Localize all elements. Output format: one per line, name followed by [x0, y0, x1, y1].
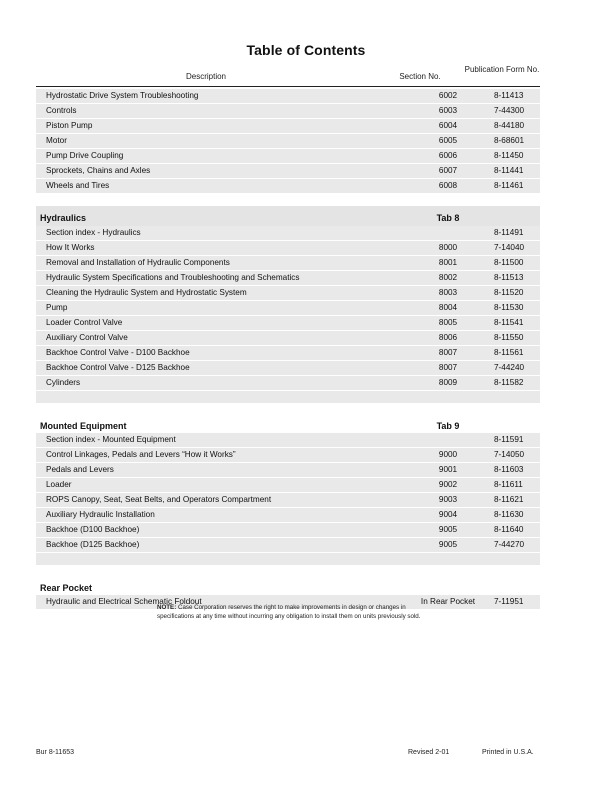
table-row [36, 448, 540, 463]
row-description: Section index - Mounted Equipment [46, 435, 176, 444]
row-publication-number: 8-11500 [494, 258, 524, 267]
row-publication-number: 7-14040 [494, 243, 525, 252]
table-row [36, 433, 540, 448]
table-row [36, 316, 540, 331]
table-row [36, 346, 540, 361]
table-row [36, 149, 540, 164]
row-description: Sprockets, Chains and Axles [46, 166, 151, 175]
row-publication-number: 8-11461 [494, 181, 524, 190]
spacer [36, 553, 540, 565]
footer-printed: Printed in U.S.A. [482, 749, 534, 756]
hydraulics-heading-row [36, 206, 540, 226]
mounted-heading: Mounted Equipment [40, 421, 127, 431]
table-row [36, 478, 540, 493]
row-publication-number: 8-11550 [494, 333, 524, 342]
column-header-publication: Publication Form No. [464, 65, 540, 74]
page-title: Table of Contents [246, 42, 366, 58]
row-publication-number: 8-11561 [494, 348, 524, 357]
table-row [36, 493, 540, 508]
table-row [36, 179, 540, 194]
row-section-number: 6002 [438, 91, 458, 100]
table-row [36, 271, 540, 286]
row-description: Loader [46, 480, 72, 489]
table-row [36, 256, 540, 271]
row-section-number: 8003 [438, 288, 458, 297]
row-description: Pump [46, 303, 68, 312]
row-publication-number: 8-11491 [494, 228, 524, 237]
row-description: Backhoe (D125 Backhoe) [46, 540, 140, 549]
hydraulics-heading: Hydraulics [40, 213, 87, 223]
row-publication-number: 8-11603 [494, 465, 524, 474]
row-description: How It Works [46, 243, 95, 252]
row-section-number: 8002 [438, 273, 458, 282]
table-row [36, 523, 540, 538]
row-publication-number: 8-11582 [494, 378, 524, 387]
row-description: Wheels and Tires [46, 181, 110, 190]
contents-table [36, 89, 540, 610]
footer-revised: Revised 2-01 [408, 749, 450, 756]
header-rule [36, 86, 540, 87]
row-section-number: 6008 [438, 181, 458, 190]
table-row [36, 508, 540, 523]
table-row [36, 286, 540, 301]
row-publication-number: 8-11591 [494, 435, 524, 444]
top-rows-group [36, 89, 540, 194]
note-label: NOTE: [157, 604, 177, 611]
table-row [36, 226, 540, 241]
row-section-number: 8006 [438, 333, 458, 342]
row-description: Control Linkages, Pedals and Levers “How it Works” [46, 450, 236, 459]
row-publication-number: 8-11530 [494, 303, 524, 312]
row-section-number: 6006 [438, 151, 458, 160]
row-description: Backhoe Control Valve - D125 Backhoe [46, 363, 190, 372]
note-block [157, 603, 437, 621]
row-description: Cylinders [46, 378, 81, 387]
row-publication-number: 7-44300 [494, 106, 525, 115]
note-text: Case Corporation reserves the right to make improvements in design or changes in specifications at any time without incurring any obligation to install them on units previously sold. [157, 604, 421, 620]
mounted-rows-group [36, 433, 540, 553]
row-section-number: 9004 [438, 510, 458, 519]
row-section-number: 9002 [438, 480, 458, 489]
row-publication-number: 8-11611 [494, 480, 523, 489]
table-row [36, 361, 540, 376]
table-row [36, 164, 540, 179]
row-description: Auxiliary Control Valve [46, 333, 128, 342]
row-section-number: 6004 [438, 121, 458, 130]
mounted-heading-row [36, 415, 540, 433]
row-description: Hydraulic and Electrical Schematic Foldout [46, 597, 202, 606]
table-row [36, 104, 540, 119]
row-section-number: 9005 [438, 525, 458, 534]
row-publication-number: 7-11951 [494, 597, 524, 606]
table-row [36, 134, 540, 149]
row-publication-number: 8-11413 [494, 91, 524, 100]
column-header-description: Description [185, 72, 226, 81]
row-publication-number: 8-11520 [494, 288, 524, 297]
table-row [36, 301, 540, 316]
row-description: Auxiliary Hydraulic Installation [46, 510, 155, 519]
table-row [36, 89, 540, 104]
table-row [36, 463, 540, 478]
row-publication-number: 7-44240 [494, 363, 525, 372]
mounted-tab: Tab 9 [436, 421, 460, 431]
row-description: Backhoe Control Valve - D100 Backhoe [46, 348, 190, 357]
spacer [36, 391, 540, 403]
table-row [36, 119, 540, 134]
row-publication-number: 7-44270 [494, 540, 525, 549]
spacer [36, 194, 540, 206]
row-section-number: 6005 [438, 136, 458, 145]
row-description: Controls [46, 106, 77, 115]
row-description: Hydrostatic Drive System Troubleshooting [46, 91, 199, 100]
row-description: Backhoe (D100 Backhoe) [46, 525, 140, 534]
spacer [36, 403, 540, 415]
row-publication-number: 8-11630 [494, 510, 524, 519]
row-section-number: 6007 [438, 166, 458, 175]
row-description: Pump Drive Coupling [46, 151, 124, 160]
table-row [36, 241, 540, 256]
row-description: Hydraulic System Specifications and Troubleshooting and Schematics [46, 273, 300, 282]
row-description: Loader Control Valve [46, 318, 123, 327]
spacer [36, 565, 540, 577]
row-section-number: 8000 [438, 243, 458, 252]
row-section-number: 8007 [438, 363, 458, 372]
row-section-number: 8007 [438, 348, 458, 357]
rear-heading: Rear Pocket [40, 583, 93, 593]
row-publication-number: 8-11621 [494, 495, 524, 504]
row-description: Removal and Installation of Hydraulic Components [46, 258, 230, 267]
row-publication-number: 8-44180 [494, 121, 525, 130]
row-section-number: 8004 [438, 303, 458, 312]
row-section-number: 8009 [438, 378, 458, 387]
row-description: Pedals and Levers [46, 465, 114, 474]
row-section-number: 9001 [438, 465, 458, 474]
row-section-number: 9005 [438, 540, 458, 549]
row-section-number: 8005 [438, 318, 458, 327]
table-row [36, 538, 540, 553]
row-description: Motor [46, 136, 67, 145]
row-description: Section index - Hydraulics [46, 228, 141, 237]
row-section-number: 9003 [438, 495, 458, 504]
row-publication-number: 8-11513 [494, 273, 524, 282]
footer-form-number: Bur 8-11653 [36, 749, 75, 756]
row-section-number: 8001 [438, 258, 458, 267]
row-publication-number: 8-11640 [494, 525, 524, 534]
hydraulics-rows-group [36, 226, 540, 391]
table-row [36, 331, 540, 346]
row-section-number: In Rear Pocket [420, 597, 476, 606]
column-header-section: Section No. [399, 72, 441, 81]
rear-heading-row [36, 577, 540, 595]
row-publication-number: 8-68601 [494, 136, 525, 145]
table-row [36, 376, 540, 391]
row-description: Piston Pump [46, 121, 93, 130]
row-publication-number: 8-11450 [494, 151, 524, 160]
hydraulics-tab: Tab 8 [436, 213, 460, 223]
row-publication-number: 8-11541 [494, 318, 524, 327]
row-section-number: 9000 [438, 450, 458, 459]
row-publication-number: 7-14050 [494, 450, 525, 459]
row-description: Cleaning the Hydraulic System and Hydrostatic System [46, 288, 247, 297]
row-publication-number: 8-11441 [494, 166, 524, 175]
row-section-number: 6003 [438, 106, 458, 115]
row-description: ROPS Canopy, Seat, Seat Belts, and Operators Compartment [46, 495, 272, 504]
